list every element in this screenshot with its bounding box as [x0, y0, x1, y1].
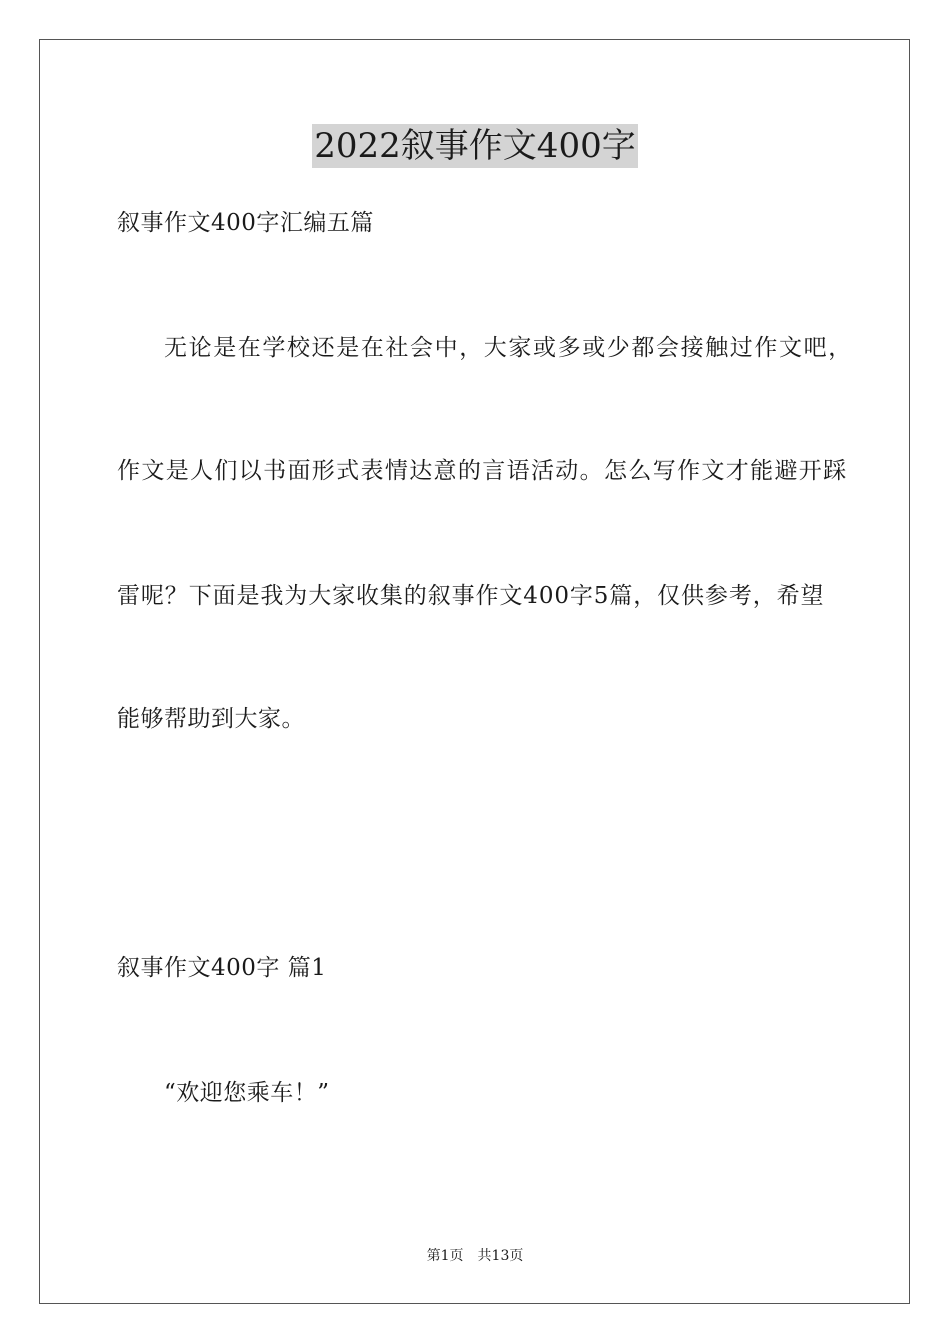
section-heading: 叙事作文400字 篇1	[117, 955, 327, 981]
document-subtitle: 叙事作文400字汇编五篇	[117, 210, 374, 236]
intro-line-2: 作文是人们以书面形式表情达意的言语活动。怎么写作文才能避开踩	[117, 458, 848, 484]
intro-line-4: 能够帮助到大家。	[117, 706, 305, 732]
page-total: 共13页	[477, 1248, 524, 1264]
document-title: 2022叙事作文400字	[314, 126, 636, 166]
intro-line-1: 无论是在学校还是在社会中，大家或多或少都会接触过作文吧，	[164, 335, 853, 361]
page-number: 第1页	[426, 1248, 464, 1264]
intro-line-3: 雷呢？下面是我为大家收集的叙事作文400字5篇，仅供参考，希望	[117, 583, 825, 609]
page-footer	[0, 1246, 950, 1266]
quote-line: “欢迎您乘车！”	[164, 1080, 330, 1106]
title-container	[0, 124, 950, 168]
